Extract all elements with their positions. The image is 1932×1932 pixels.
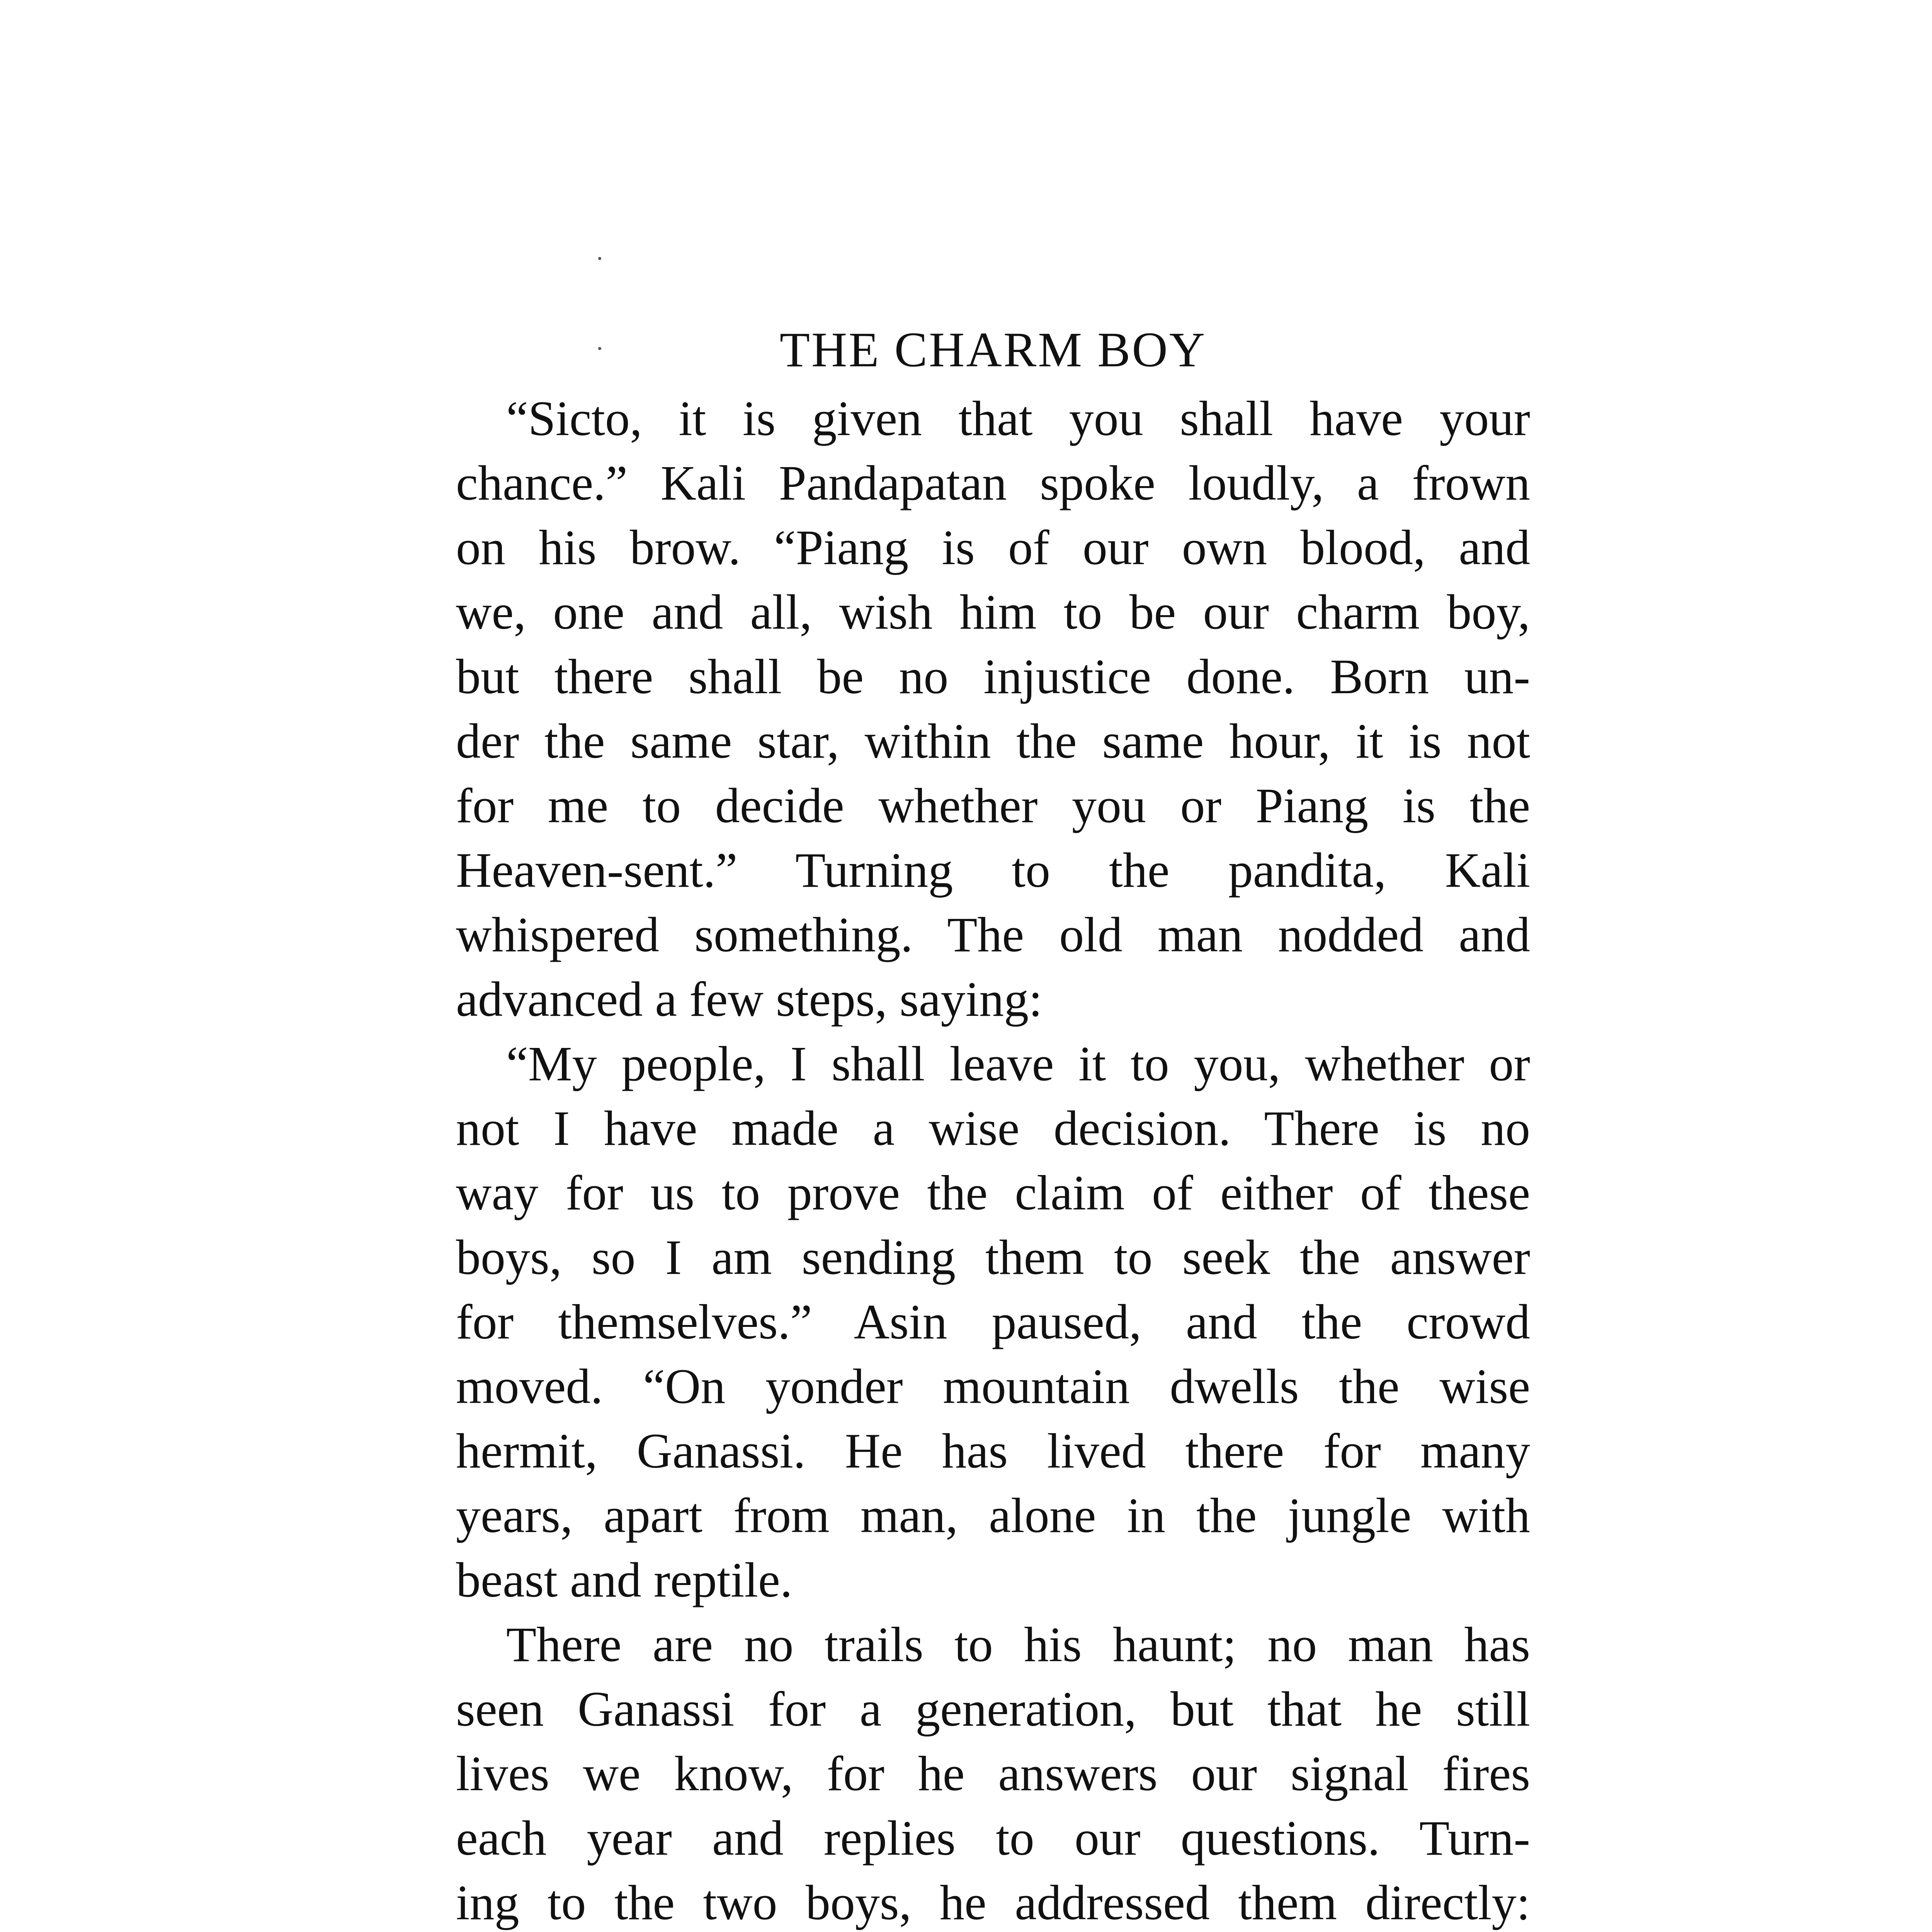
text-line: whispered something. The old man nodded and [456,907,1530,962]
text-line: but there shall be no injustice done. Born un- [456,649,1530,704]
text-line: years, apart from man, alone in the jungle with [456,1488,1530,1543]
text-line: ing to the two boys, he addressed them directly: [456,1875,1530,1930]
text-line: beast and reptile. [456,1553,793,1607]
paragraph-1 [456,386,1530,1032]
text-line: we, one and all, wish him to be our charm boy, [456,585,1530,639]
text-line: hermit, Ganassi. He has lived there for many [456,1423,1530,1478]
text-line: Heaven-sent.” Turning to the pandita, Kali [456,843,1530,898]
text-line: on his brow. “Piang is of our own blood, and [456,520,1530,575]
text-line: boys, so I am sending them to seek the answer [456,1230,1530,1285]
text-line: advanced a few steps, saying: [456,972,1043,1027]
scan-speck [598,257,601,260]
text-line: not I have made a wise decision. There is no [456,1101,1530,1156]
text-line: der the same star, within the same hour, it is not [456,714,1530,769]
text-line: “My people, I shall leave it to you, whether or [506,1036,1530,1091]
text-line: “Sicto, it is given that you shall have your [506,391,1530,446]
text-line: chance.” Kali Pandapatan spoke loudly, a frown [456,456,1530,510]
text-line: for themselves.” Asin paused, and the crowd [456,1294,1530,1349]
running-head: THE CHARM BOY [779,322,1207,377]
text-line: lives we know, for he answers our signal fires [456,1746,1530,1801]
text-line: There are no trails to his haunt; no man has [506,1617,1530,1672]
text-line: for me to decide whether you or Piang is the [456,778,1530,833]
text-line: moved. “On yonder mountain dwells the wise [456,1359,1530,1414]
text-line: each year and replies to our questions. Turn- [456,1811,1530,1866]
text-line: seen Ganassi for a generation, but that he still [456,1682,1530,1736]
paragraph-2 [456,1032,1530,1612]
paragraph-3 [456,1612,1530,1932]
text-line: way for us to prove the claim of either of these [456,1165,1530,1220]
body-text [456,386,1530,1932]
